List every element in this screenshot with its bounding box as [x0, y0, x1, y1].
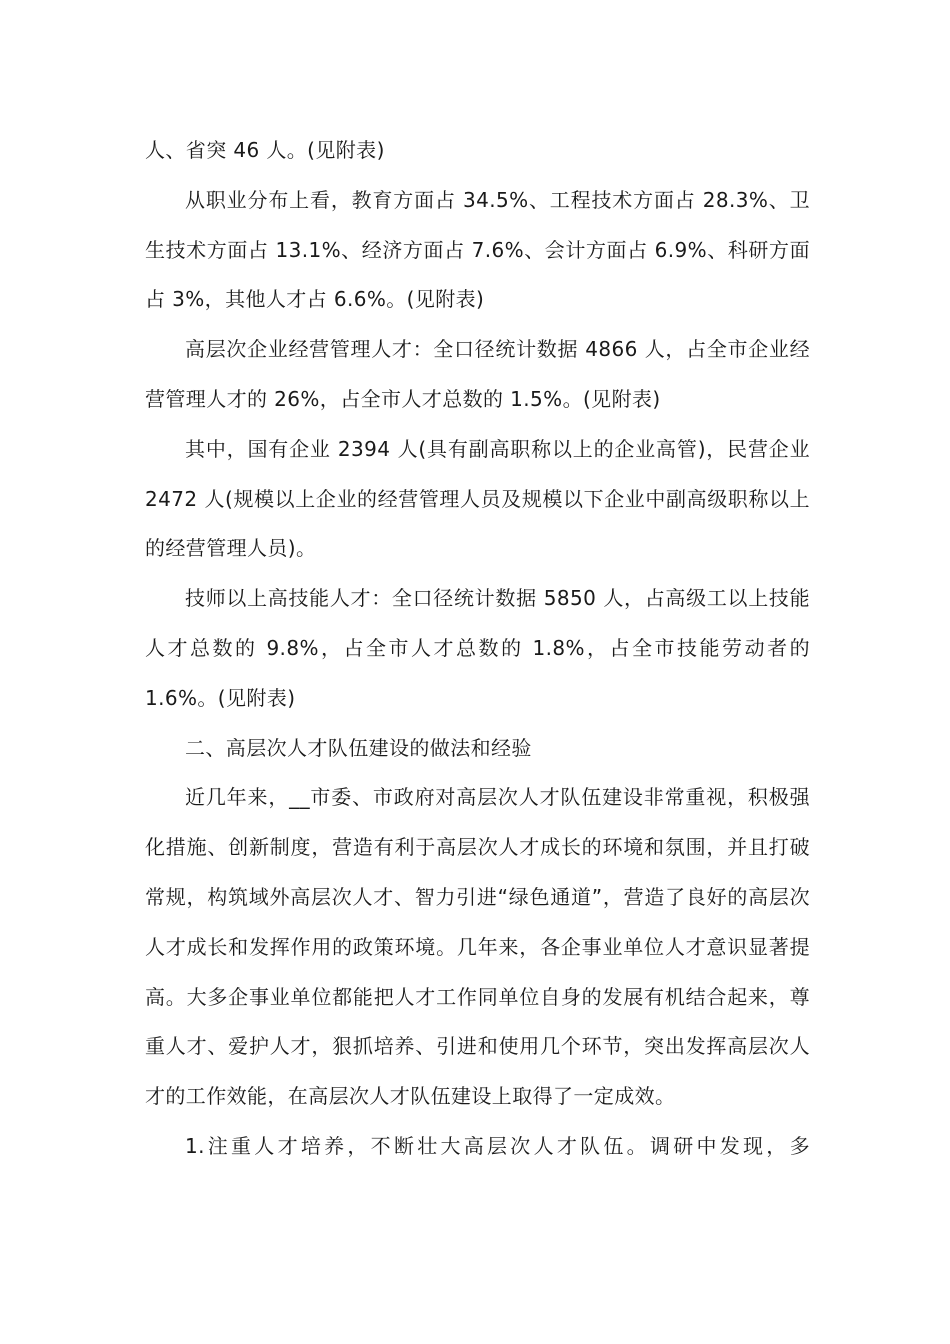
section-heading: 二、高层次人才队伍建设的做法和经验	[185, 735, 532, 760]
paragraph-continuation: 人、省突 46 人。(见附表)	[145, 138, 385, 162]
paragraph-state-private-enterprise: 其中，国有企业 2394 人(具有副高职称以上的企业高管)，民营企业 2472 人(规模以上企业的经营管理人员及规模以下企业中副高级职称以上的经营管理人员)。	[145, 436, 810, 561]
paragraph-practices-experience: 近几年来，__市委、市政府对高层次人才队伍建设非常重视，积极强化措施、创新制度，营造有利于高层次人才成长的环境和氛围，并且打破常规，构筑域外高层次人才、智力引进“绿色通道”，营造了良好的高层次人才成长和发挥作用的政策环境。几年来，各企事业单位人才意识显著提高。大多企事业单位都能把人才工作同单位自身的发展有机结合起来，尊重人才、爱护人才，狠抓培养、引进和使用几个环节，突出发挥高层次人才的工作效能，在高层次人才队伍建设上取得了一定成效。	[145, 785, 810, 1109]
paragraph-occupation-distribution: 从职业分布上看，教育方面占 34.5%、工程技术方面占 28.3%、卫生技术方面占 13.1%、经济方面占 7.6%、会计方面占 6.9%、科研方面占 3%，其他人才占 6.6%。(见附表)	[145, 187, 810, 312]
document-body	[145, 126, 810, 1172]
paragraph-high-skill-talent: 技师以上高技能人才：全口径统计数据 5850 人，占高级工以上技能人才总数的 9.8%，占全市人才总数的 1.8%，占全市技能劳动者的 1.6%。(见附表)	[145, 586, 810, 710]
paragraph-talent-cultivation: 1.注重人才培养，不断壮大高层次人才队伍。调研中发现，多	[185, 1133, 810, 1158]
paragraph-enterprise-management-talent: 高层次企业经营管理人才：全口径统计数据 4866 人，占全市企业经营管理人才的 26%，占全市人才总数的 1.5%。(见附表)	[145, 337, 810, 411]
